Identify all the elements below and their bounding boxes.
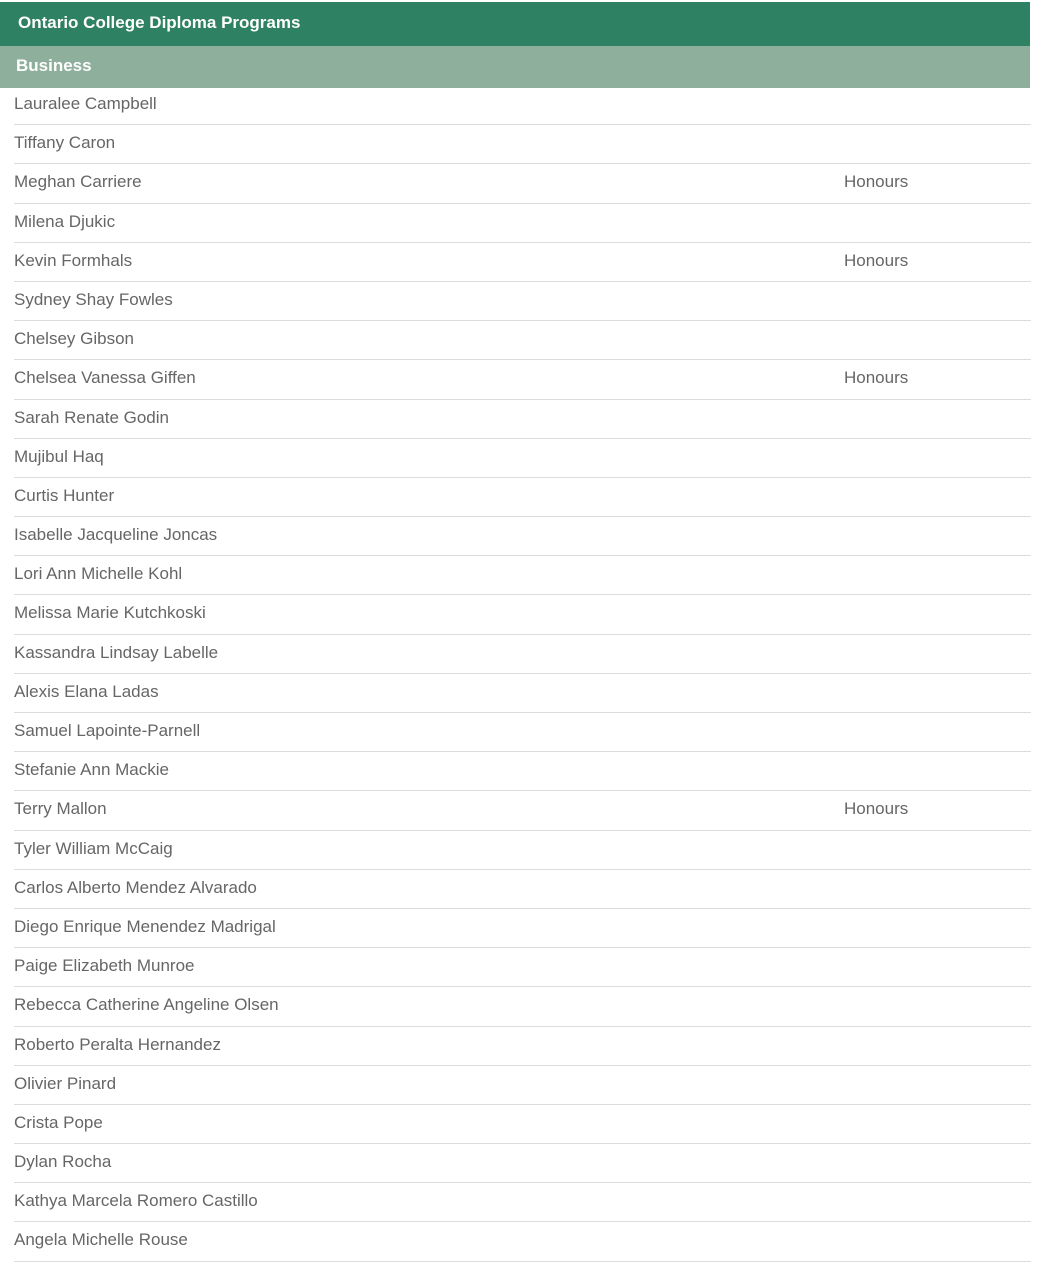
graduate-name: Isabelle Jacqueline Joncas <box>14 525 218 545</box>
graduate-name: Kassandra Lindsay Labelle <box>14 642 219 662</box>
list-item <box>14 635 1031 674</box>
graduate-name: Milena Djukic <box>14 211 116 231</box>
section-title-business: Business <box>0 46 1030 88</box>
list-item <box>14 987 1031 1026</box>
list-item <box>14 164 1031 203</box>
graduate-name: Rebecca Catherine Angeline Olsen <box>14 995 279 1015</box>
graduate-name: Meghan Carriere <box>14 172 142 192</box>
list-item <box>14 125 1031 164</box>
graduate-name: Crista Pope <box>14 1112 103 1132</box>
list-item <box>14 1144 1031 1183</box>
list-item <box>14 595 1031 634</box>
list-item <box>14 478 1031 517</box>
list-item <box>14 282 1031 321</box>
list-item <box>14 556 1031 595</box>
distinction-label: Honours <box>844 172 909 192</box>
list-item <box>14 791 1031 830</box>
graduate-name: Sydney Shay Fowles <box>14 289 173 309</box>
list-item <box>14 1027 1031 1066</box>
graduate-name: Paige Elizabeth Munroe <box>14 956 195 976</box>
page-title: Ontario College Diploma Programs <box>0 2 1030 46</box>
graduate-name: Mujibul Haq <box>14 446 104 466</box>
list-item <box>14 360 1031 399</box>
graduate-name: Sarah Renate Godin <box>14 407 169 427</box>
list-item <box>14 1183 1031 1222</box>
list-item <box>14 204 1031 243</box>
graduate-name: Carlos Alberto Mendez Alvarado <box>14 877 257 897</box>
list-item <box>14 752 1031 791</box>
list-item <box>14 439 1031 478</box>
graduate-name: Chelsea Vanessa Giffen <box>14 368 196 388</box>
list-item <box>14 1105 1031 1144</box>
list-item <box>14 1066 1031 1105</box>
graduate-name: Stefanie Ann Mackie <box>14 760 169 780</box>
list-item <box>14 870 1031 909</box>
distinction-label: Honours <box>844 368 909 388</box>
graduate-name: Lori Ann Michelle Kohl <box>14 564 183 584</box>
graduate-name: Dylan Rocha <box>14 1152 112 1172</box>
graduate-name: Tiffany Caron <box>14 133 116 153</box>
graduate-name: Diego Enrique Menendez Madrigal <box>14 916 276 936</box>
graduate-name: Melissa Marie Kutchkoski <box>14 603 206 623</box>
list-item <box>14 400 1031 439</box>
graduate-name: Chelsey Gibson <box>14 329 135 349</box>
list-item <box>14 831 1031 870</box>
list-item <box>14 321 1031 360</box>
graduate-name: Kathya Marcela Romero Castillo <box>14 1191 258 1211</box>
list-item <box>14 517 1031 556</box>
graduate-name: Samuel Lapointe-Parnell <box>14 721 201 740</box>
graduate-name: Angela Michelle Rouse <box>14 1230 188 1250</box>
list-item <box>14 674 1031 713</box>
list-item <box>14 243 1031 282</box>
graduate-name: Terry Mallon <box>14 799 107 819</box>
graduate-name: Olivier Pinard <box>14 1073 117 1093</box>
graduate-name: Curtis Hunter <box>14 485 115 505</box>
list-item <box>14 86 1031 125</box>
distinction-label: Honours <box>844 250 909 270</box>
graduate-name: Roberto Peralta Hernandez <box>14 1034 221 1054</box>
graduate-name: Tyler William McCaig <box>14 838 173 858</box>
list-item <box>14 1222 1031 1261</box>
list-item <box>14 713 1031 752</box>
graduate-name: Alexis Elana Ladas <box>14 681 159 701</box>
graduate-name: Lauralee Campbell <box>14 94 157 113</box>
list-item <box>14 909 1031 948</box>
graduate-name: Kevin Formhals <box>14 250 133 270</box>
graduate-list <box>14 86 1031 1262</box>
list-item <box>14 948 1031 987</box>
distinction-label: Honours <box>844 799 909 819</box>
